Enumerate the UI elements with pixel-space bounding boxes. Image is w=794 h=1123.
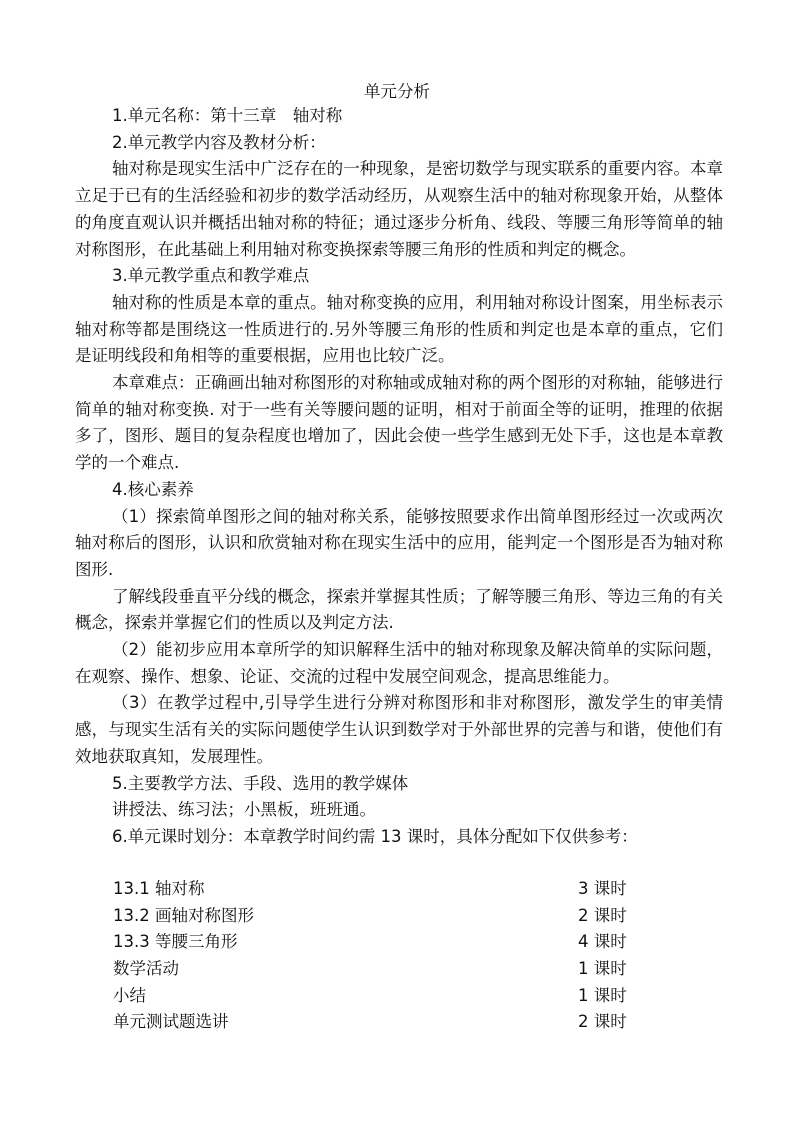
- schedule-item-hours: 2 课时: [578, 1012, 627, 1032]
- schedule-row: [113, 929, 633, 956]
- section-heading-unit-name: 1.单元名称：第十三章 轴对称: [112, 106, 343, 125]
- section-heading-core-literacy: 4.核心素养: [112, 479, 194, 499]
- paragraph-core-literacy-2: （2）能初步应用本章所学的知识解释生活中的轴对称现象及解决简单的实际问题，在观察、操作、想象、论证、交流的过程中发展空间观念，提高思维能力。: [75, 640, 723, 686]
- schedule-item-hours: 2 课时: [578, 905, 627, 925]
- paragraph-core-literacy-1: （1）探索简单图形之间的轴对称关系，能够按照要求作出简单图形经过一次或两次轴对称后的图形，认识和欣赏轴对称在现实生活中的应用，能判定一个图形是否为轴对称图形.: [75, 506, 723, 579]
- paragraph-core-literacy-1b: 了解线段垂直平分线的概念，探索并掌握其性质；了解等腰三角形、等边三角的有关概念，探索并掌握它们的性质以及判定方法.: [75, 586, 723, 633]
- schedule-row: [113, 956, 633, 983]
- paragraph-teaching-methods: 讲授法、练习法；小黑板，班班通。: [112, 800, 376, 820]
- schedule-row: [113, 983, 633, 1010]
- schedule-row: [113, 1009, 633, 1036]
- schedule-item-name: 单元测试题选讲: [113, 1012, 229, 1032]
- schedule-item-hours: 1 课时: [578, 959, 627, 979]
- schedule-item-hours: 1 课时: [578, 985, 627, 1005]
- paragraph-core-literacy-3: （3）在教学过程中,引导学生进行分辨对称图形和非对称图形，激发学生的审美情感，与现实生活有关的实际问题使学生认识到数学对于外部世界的完善与和谐，使他们有效地获取真知，发展理性。: [75, 693, 723, 766]
- schedule-item-hours: 4 课时: [578, 932, 627, 952]
- section-heading-key-points: 3.单元教学重点和教学难点: [112, 266, 310, 286]
- section-heading-content-analysis: 2.单元教学内容及教材分析：: [112, 132, 326, 152]
- schedule-item-hours: 3 课时: [578, 879, 627, 898]
- lesson-schedule: [113, 876, 633, 1036]
- schedule-row: [113, 903, 633, 930]
- document-body: [75, 103, 723, 851]
- schedule-item-name: 数学活动: [113, 959, 179, 979]
- section-heading-lesson-plan: 6.单元课时划分：本章教学时间约需 13 课时，具体分配如下仅供参考：: [112, 826, 638, 846]
- schedule-row: [113, 876, 633, 903]
- schedule-item-name: 13.3 等腰三角形: [113, 932, 238, 952]
- paragraph-content-analysis: 轴对称是现实生活中广泛存在的一种现象，是密切数学与现实联系的重要内容。本章立足于已有的生活经验和初步的数学活动经历，从观察生活中的轴对称现象开始，从整体的角度直观认识并概括出轴对称的特征；通过逐步分析角、线段、等腰三角形等简单的轴对称图形，在此基础上利用轴对称变换探索等腰三角形的性质和判定的概念。: [75, 159, 723, 259]
- page-title: 单元分析: [364, 82, 430, 101]
- paragraph-key-points: 轴对称的性质是本章的重点。轴对称变换的应用，利用轴对称设计图案，用坐标表示轴对称等都是围绕这一性质进行的.另外等腰三角形的性质和判定也是本章的重点，它们是证明线段和角相等的重要根据，应用也比较广泛。: [75, 292, 723, 366]
- schedule-item-name: 13.1 轴对称: [113, 879, 205, 898]
- schedule-item-name: 13.2 画轴对称图形: [113, 905, 254, 925]
- paragraph-difficulties: 本章难点：正确画出轴对称图形的对称轴或成轴对称的两个图形的对称轴，能够进行简单的轴对称变换. 对于一些有关等腰问题的证明，相对于前面全等的证明，推理的依据多了，图形、题目的复杂程度也增加了，因此会使一些学生感到无处下手，这也是本章教学的一个难点.: [75, 373, 723, 473]
- section-heading-teaching-methods: 5.主要教学方法、手段、选用的教学媒体: [112, 773, 409, 793]
- schedule-item-name: 小结: [113, 985, 146, 1005]
